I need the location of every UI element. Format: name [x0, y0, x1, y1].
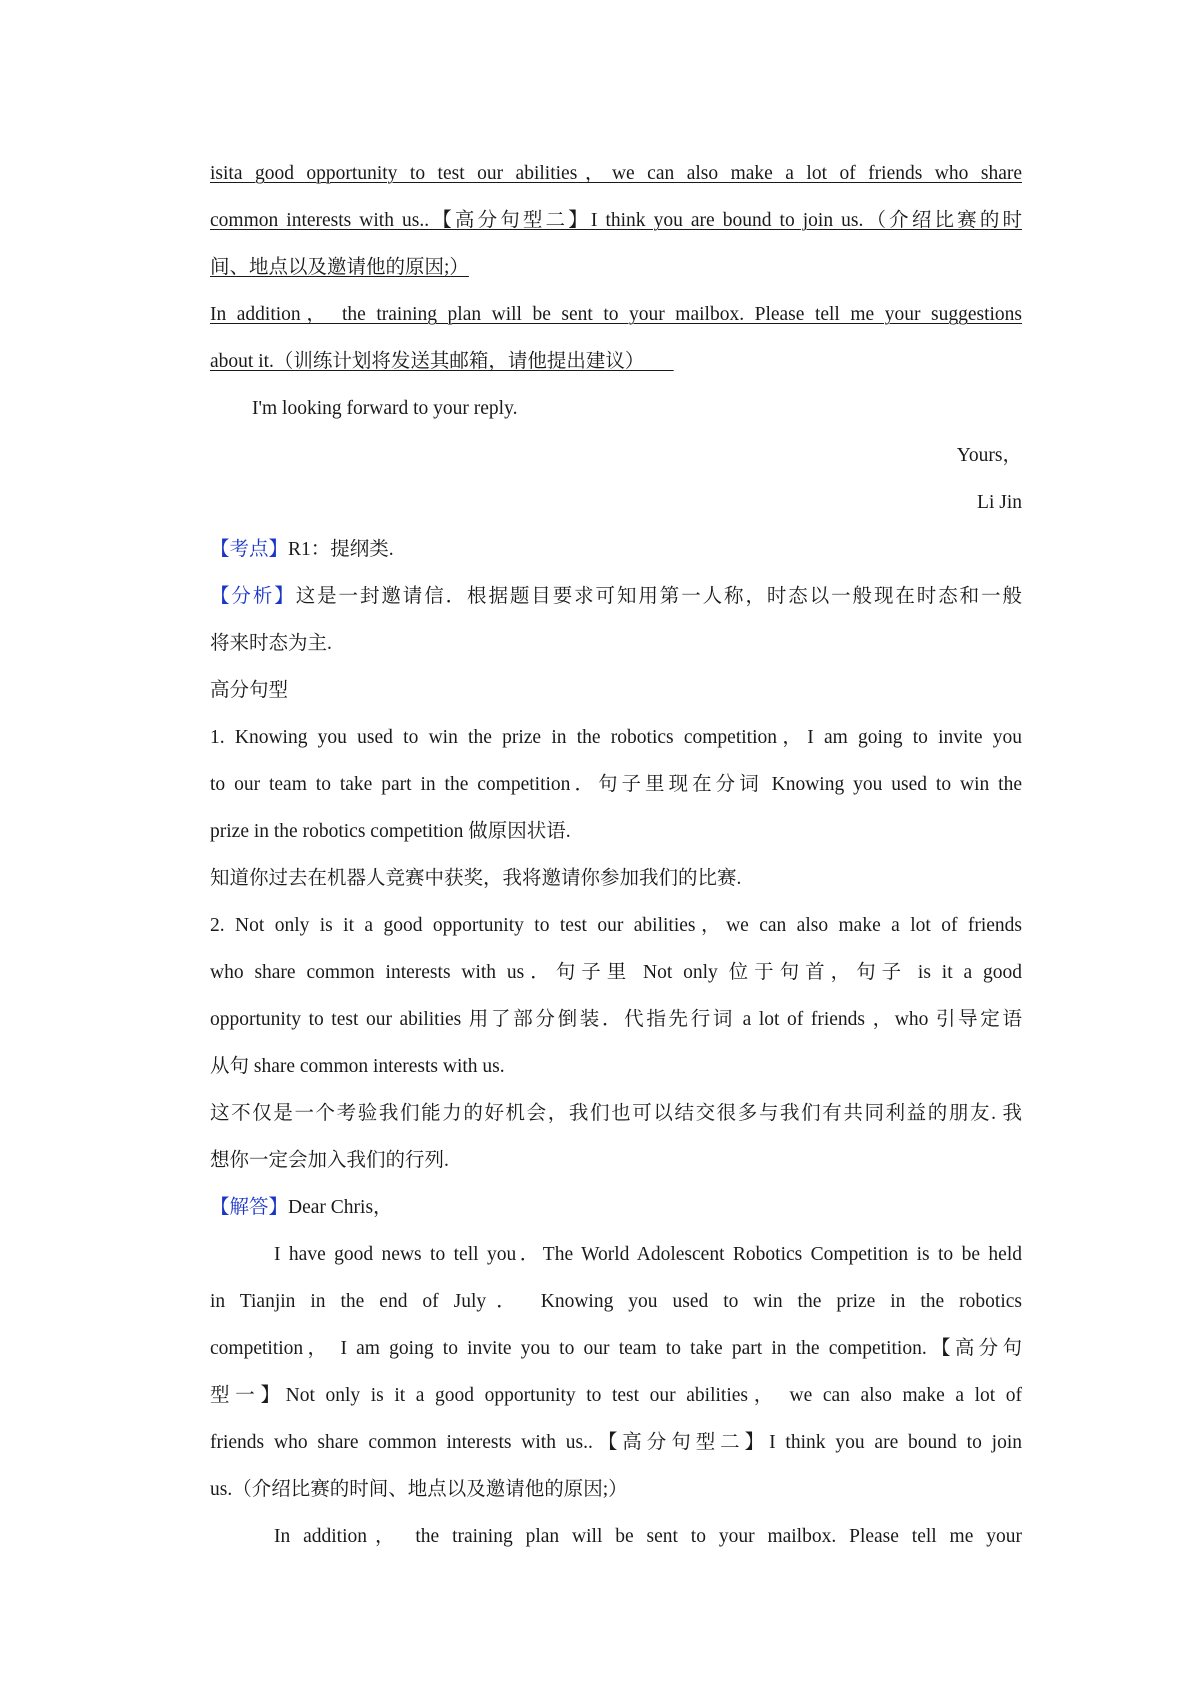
letter-line-5: about it.（训练计划将发送其邮箱，请他提出建议） — [210, 351, 645, 372]
s2-line-6: 想你一定会加入我们的行列. — [210, 1150, 449, 1171]
letter-line-1: isita good opportunity to test our abilities，we can also make a lot of friends who share — [210, 163, 1022, 184]
letter-closing-line: I'm looking forward to your reply. — [252, 398, 518, 419]
jieda-line-2: in Tianjin in the end of July． Knowing you used to win the prize in the robotics — [210, 1291, 1022, 1312]
letter-yours: Yours， — [956, 445, 1022, 466]
jieda-greeting: Dear Chris， — [288, 1197, 393, 1218]
fenxi-label: 【分析】 — [210, 586, 296, 607]
fenxi-text-1: 这是一封邀请信．根据题目要求可知用第一人称，时态以一般现在时态和一般 — [295, 586, 1022, 607]
jieda-line-4: 型一】Not only is it a good opportunity to test our abilities， we can also make a lot of — [210, 1385, 1022, 1406]
s2-line-2: who share common interests with us．句子里 Not only 位于句首，句子 is it a good — [210, 962, 1022, 983]
kaodian-text: R1：提纲类. — [288, 539, 394, 560]
jieda-line-3: competition， I am going to invite you to our team to take part in the competition.【高分句 — [210, 1338, 1022, 1359]
jieda-line-7: In addition， the training plan will be sent to your mailbox. Please tell me your — [274, 1526, 1022, 1547]
letter-line-4: In addition， the training plan will be sent to your mailbox. Please tell me your suggestions — [210, 304, 1022, 325]
fenxi-line-1 — [210, 573, 1022, 620]
jieda-line-5: friends who share common interests with us..【高分句型二】I think you are bound to join — [210, 1432, 1022, 1453]
jieda-line-6: us.（介绍比赛的时间、地点以及邀请他的原因;） — [210, 1479, 628, 1500]
s1-line-1: 1. Knowing you used to win the prize in the robotics competition，I am going to invite you — [210, 727, 1022, 748]
document-content — [210, 150, 1022, 1560]
jieda-line — [210, 1184, 1022, 1231]
jieda-line-1: I have good news to tell you．The World Adolescent Robotics Competition is to be held — [274, 1244, 1022, 1265]
s1-line-2: to our team to take part in the competition．句子里现在分词 Knowing you used to win the — [210, 774, 1022, 795]
letter-line-3: 间、地点以及邀请他的原因;） — [210, 257, 469, 278]
s1-line-4: 知道你过去在机器人竞赛中获奖，我将邀请你参加我们的比赛. — [210, 868, 742, 889]
s2-line-5: 这不仅是一个考验我们能力的好机会，我们也可以结交很多与我们有共同利益的朋友. 我 — [210, 1103, 1022, 1124]
s2-line-4: 从句 share common interests with us. — [210, 1056, 505, 1077]
jieda-label: 【解答】 — [210, 1197, 289, 1218]
kaodian-line — [210, 526, 1022, 573]
s2-line-3: opportunity to test our abilities 用了部分倒装．代指先行词 a lot of friends ，who 引导定语 — [210, 1009, 1022, 1030]
kaodian-label: 【考点】 — [210, 539, 289, 560]
fenxi-line-2: 将来时态为主. — [210, 633, 332, 654]
section-heading: 高分句型 — [210, 680, 289, 701]
letter-line-2: common interests with us..【高分句型二】I think you are bound to join us.（介绍比赛的时 — [210, 210, 1022, 231]
s2-line-1: 2. Not only is it a good opportunity to test our abilities，we can also make a lot of friends — [210, 915, 1022, 936]
letter-signature: Li Jin — [977, 492, 1022, 513]
s1-line-3: prize in the robotics competition 做原因状语. — [210, 821, 571, 842]
